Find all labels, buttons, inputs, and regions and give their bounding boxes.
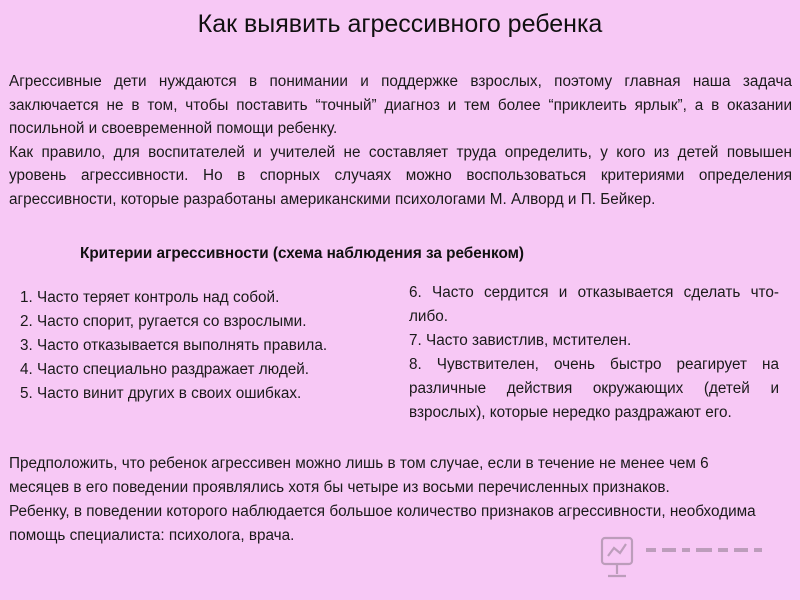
intro-paragraph-2: Как правило, для воспитателей и учителей не составляет труда определить, у кого из детей повышен уровень агрессивности. Но в спорных случаях можно воспользоваться критериями определения агрессивности, которые разработаны американскими психологами М. Алворд и П. Бейкер.: [9, 143, 792, 208]
intro-text: [9, 70, 792, 211]
conclusion-paragraph-1: Предположить, что ребенок агрессивен можно лишь в том случае, если в течение не менее чем 6 месяцев в его поведении проявлялись хотя бы четыре из восьми перечисленных признаков.: [9, 455, 709, 496]
criteria-list-right: [409, 281, 779, 425]
conclusion-paragraph-2: Ребенку, в поведении которого наблюдается большое количество признаков агрессивности, необходима помощь специалиста: психолога, врача.: [9, 503, 756, 544]
intro-paragraph-1: Агрессивные дети нуждаются в понимании и поддержке взрослых, поэтому главная наша задача заключается не в том, чтобы поставить “точный” диагноз и тем более “приклеить ярлык”, а в оказании посильной и своевременной помощи ребенку.: [9, 73, 792, 137]
criteria-item: 6. Часто сердится и отказывается сделать что-либо.: [409, 284, 779, 325]
criteria-item: 8. Чувствителен, очень быстро реагирует на различные действия окружающих (детей и взрослых), которые нередко раздражают его.: [409, 356, 779, 421]
criteria-item: 2. Часто спорит, ругается со взрослыми.: [20, 313, 307, 330]
criteria-item: 4. Часто специально раздражает людей.: [20, 361, 310, 378]
criteria-item: 5. Часто винит других в своих ошибках.: [20, 385, 302, 402]
slide-title: Как выявить агрессивного ребенка: [197, 10, 603, 38]
criteria-item: 3. Часто отказывается выполнять правила.: [20, 337, 328, 354]
criteria-heading: Критерии агрессивности (схема наблюдения за ребенком): [80, 245, 525, 262]
conclusion-text: [9, 452, 769, 548]
criteria-item: 7. Часто завистлив, мстителен.: [409, 332, 632, 349]
criteria-list-left: [20, 286, 390, 406]
criteria-item: 1. Часто теряет контроль над собой.: [20, 289, 280, 306]
